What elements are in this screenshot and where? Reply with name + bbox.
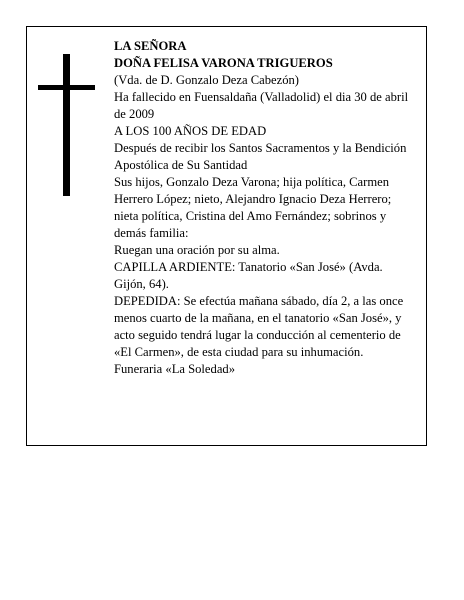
- notice-title: LA SEÑORA: [114, 39, 187, 53]
- age-statement: A LOS 100 AÑOS DE EDAD: [114, 124, 267, 138]
- deceased-name: DOÑA FELISA VARONA TRIGUEROS: [114, 56, 333, 70]
- cross-icon: [63, 54, 70, 196]
- notice-text: [114, 38, 416, 378]
- prayer-request: Ruegan una oración por su alma.: [114, 243, 280, 257]
- sacraments-statement: Después de recibir los Santos Sacramentos y la Bendición Apostólica de Su Santidad: [114, 141, 407, 172]
- funeral-home: Funeraria «La Soledad»: [114, 362, 235, 376]
- widow-of: (Vda. de D. Gonzalo Deza Cabezón): [114, 73, 299, 87]
- cross-icon-crossbar: [38, 85, 95, 90]
- death-statement: Ha fallecido en Fuensaldaña (Valladolid) el dia 30 de abril de 2009: [114, 90, 409, 121]
- chapel-info: CAPILLA ARDIENTE: Tanatorio «San José» (Avda. Gijón, 64).: [114, 260, 383, 291]
- farewell-info: DEPEDIDA: Se efectúa mañana sábado, día 2, a las once menos cuarto de la mañana, en el tanatorio «San José», y acto seguido tendrá lugar la conducción al cementerio de «El Carmen», de esta ciudad para su inhumación.: [114, 294, 404, 359]
- family-list: Sus hijos, Gonzalo Deza Varona; hija política, Carmen Herrero López; nieto, Alejandro Ignacio Deza Herrero; nieta política, Cristina del Amo Fernández; sobrinos y demás familia:: [114, 175, 392, 240]
